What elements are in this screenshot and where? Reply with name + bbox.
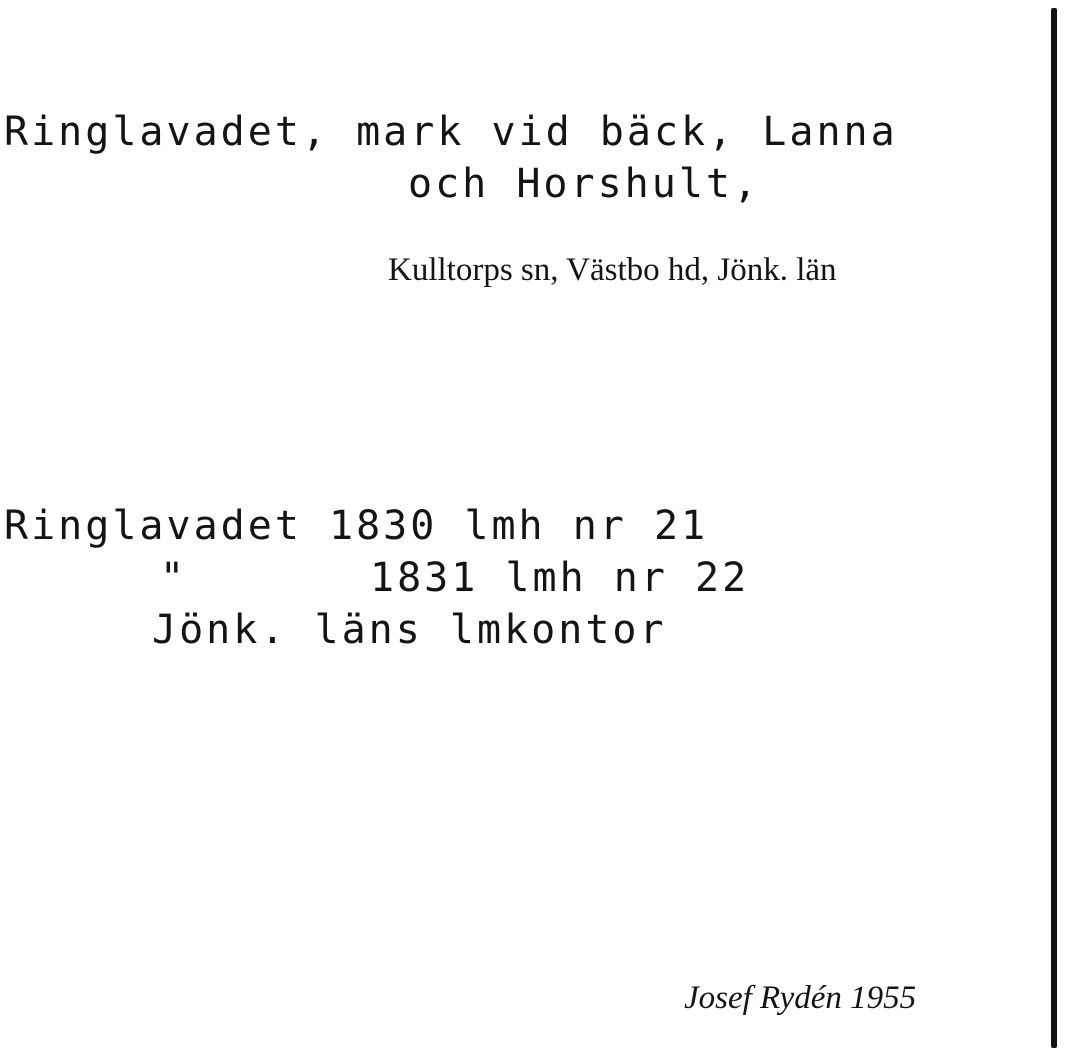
parish-location: Kulltorps sn, Västbo hd, Jönk. län xyxy=(388,252,837,288)
source-line-1: Ringlavadet 1830 lmh nr 21 xyxy=(4,503,709,549)
description-line-1: , mark vid bäck, Lanna xyxy=(301,109,898,155)
description-line-2: och Horshult, xyxy=(408,161,761,207)
source-line-2: 1831 lmh nr 22 xyxy=(370,555,750,601)
author-signature: Josef Rydén 1955 xyxy=(684,980,917,1016)
source-line-3: Jönk. läns lmkontor xyxy=(152,607,667,653)
card-edge-line xyxy=(1051,8,1057,1048)
headword: Ringlavadet xyxy=(4,109,302,155)
card-title-line xyxy=(4,109,898,155)
ditto-mark: " xyxy=(160,555,188,601)
